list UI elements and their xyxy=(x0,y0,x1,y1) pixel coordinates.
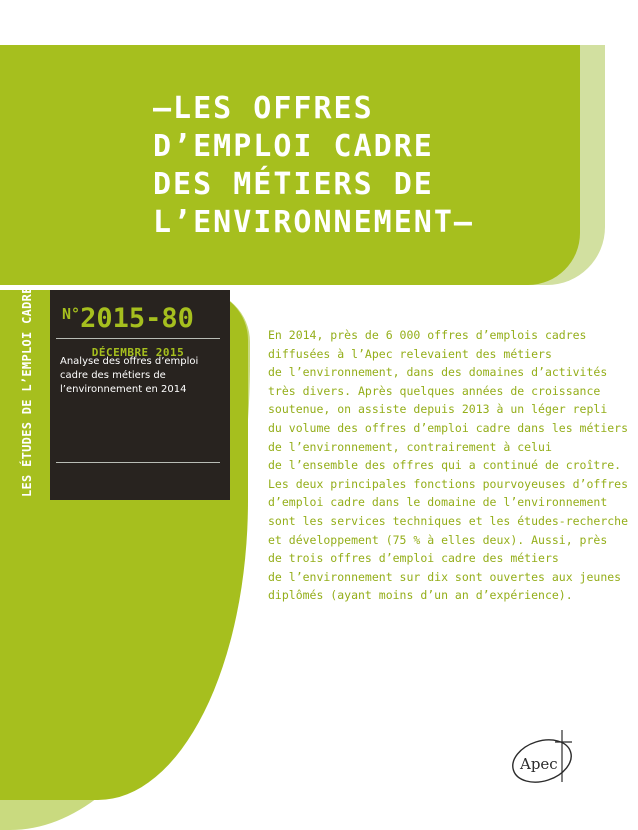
title-line-2: D’EMPLOI CADRE xyxy=(153,129,434,164)
intro-line: de l’ensemble des offres qui a continué de croître. xyxy=(268,458,622,473)
intro-line: soutenue, on assiste depuis 2013 à un léger repli xyxy=(268,402,608,417)
title-line-3: DES MÉTIERS DE xyxy=(153,167,434,202)
issue-date: DÉCEMBRE 2015 xyxy=(91,346,185,359)
intro-line: du volume des offres d’emploi cadre dans les métiers xyxy=(268,420,629,435)
title-line-1: –LES OFFRES xyxy=(153,91,374,126)
divider xyxy=(56,462,220,463)
issue-summary: Analyse des offres d’emploi cadre des métiers de l’environnement en 2014 xyxy=(60,356,199,395)
intro-line: très divers. Après quelques années de croissance xyxy=(268,383,601,398)
intro-line: En 2014, près de 6 000 offres d’emplois cadres xyxy=(268,328,587,342)
intro-line: et développement (75 % à elles deux). Aussi, près xyxy=(268,532,608,547)
intro-text xyxy=(268,326,629,605)
intro-line: sont les services techniques et les études-recherche xyxy=(268,513,629,528)
issue-number-value: 2015-80 xyxy=(80,303,194,334)
issue-number xyxy=(62,303,194,334)
intro-line: Les deux principales fonctions pourvoyeuses d’offres xyxy=(268,476,629,491)
series-label: LES ÉTUDES DE L’EMPLOI CADRE xyxy=(20,286,34,497)
intro-line: diffusées à l’Apec relevaient des métiers xyxy=(268,346,552,361)
page-title xyxy=(153,90,474,242)
logo-text: Apec xyxy=(520,755,558,773)
title-line-4: L’ENVIRONNEMENT– xyxy=(153,205,474,240)
intro-line: d’emploi cadre dans le domaine de l’environnement xyxy=(268,495,608,510)
intro-line: de l’environnement sur dix sont ouvertes aux jeunes xyxy=(268,569,622,584)
issue-prefix: N° xyxy=(62,305,81,323)
intro-line: de l’environnement, contrairement à celui xyxy=(268,439,552,454)
intro-line: diplômés (ayant moins d’un an d’expérience). xyxy=(268,588,573,603)
divider xyxy=(56,338,220,339)
apec-logo xyxy=(506,728,582,786)
intro-line: de l’environnement, dans des domaines d’activités xyxy=(268,365,608,380)
intro-line: de trois offres d’emploi cadre des métiers xyxy=(268,551,559,566)
